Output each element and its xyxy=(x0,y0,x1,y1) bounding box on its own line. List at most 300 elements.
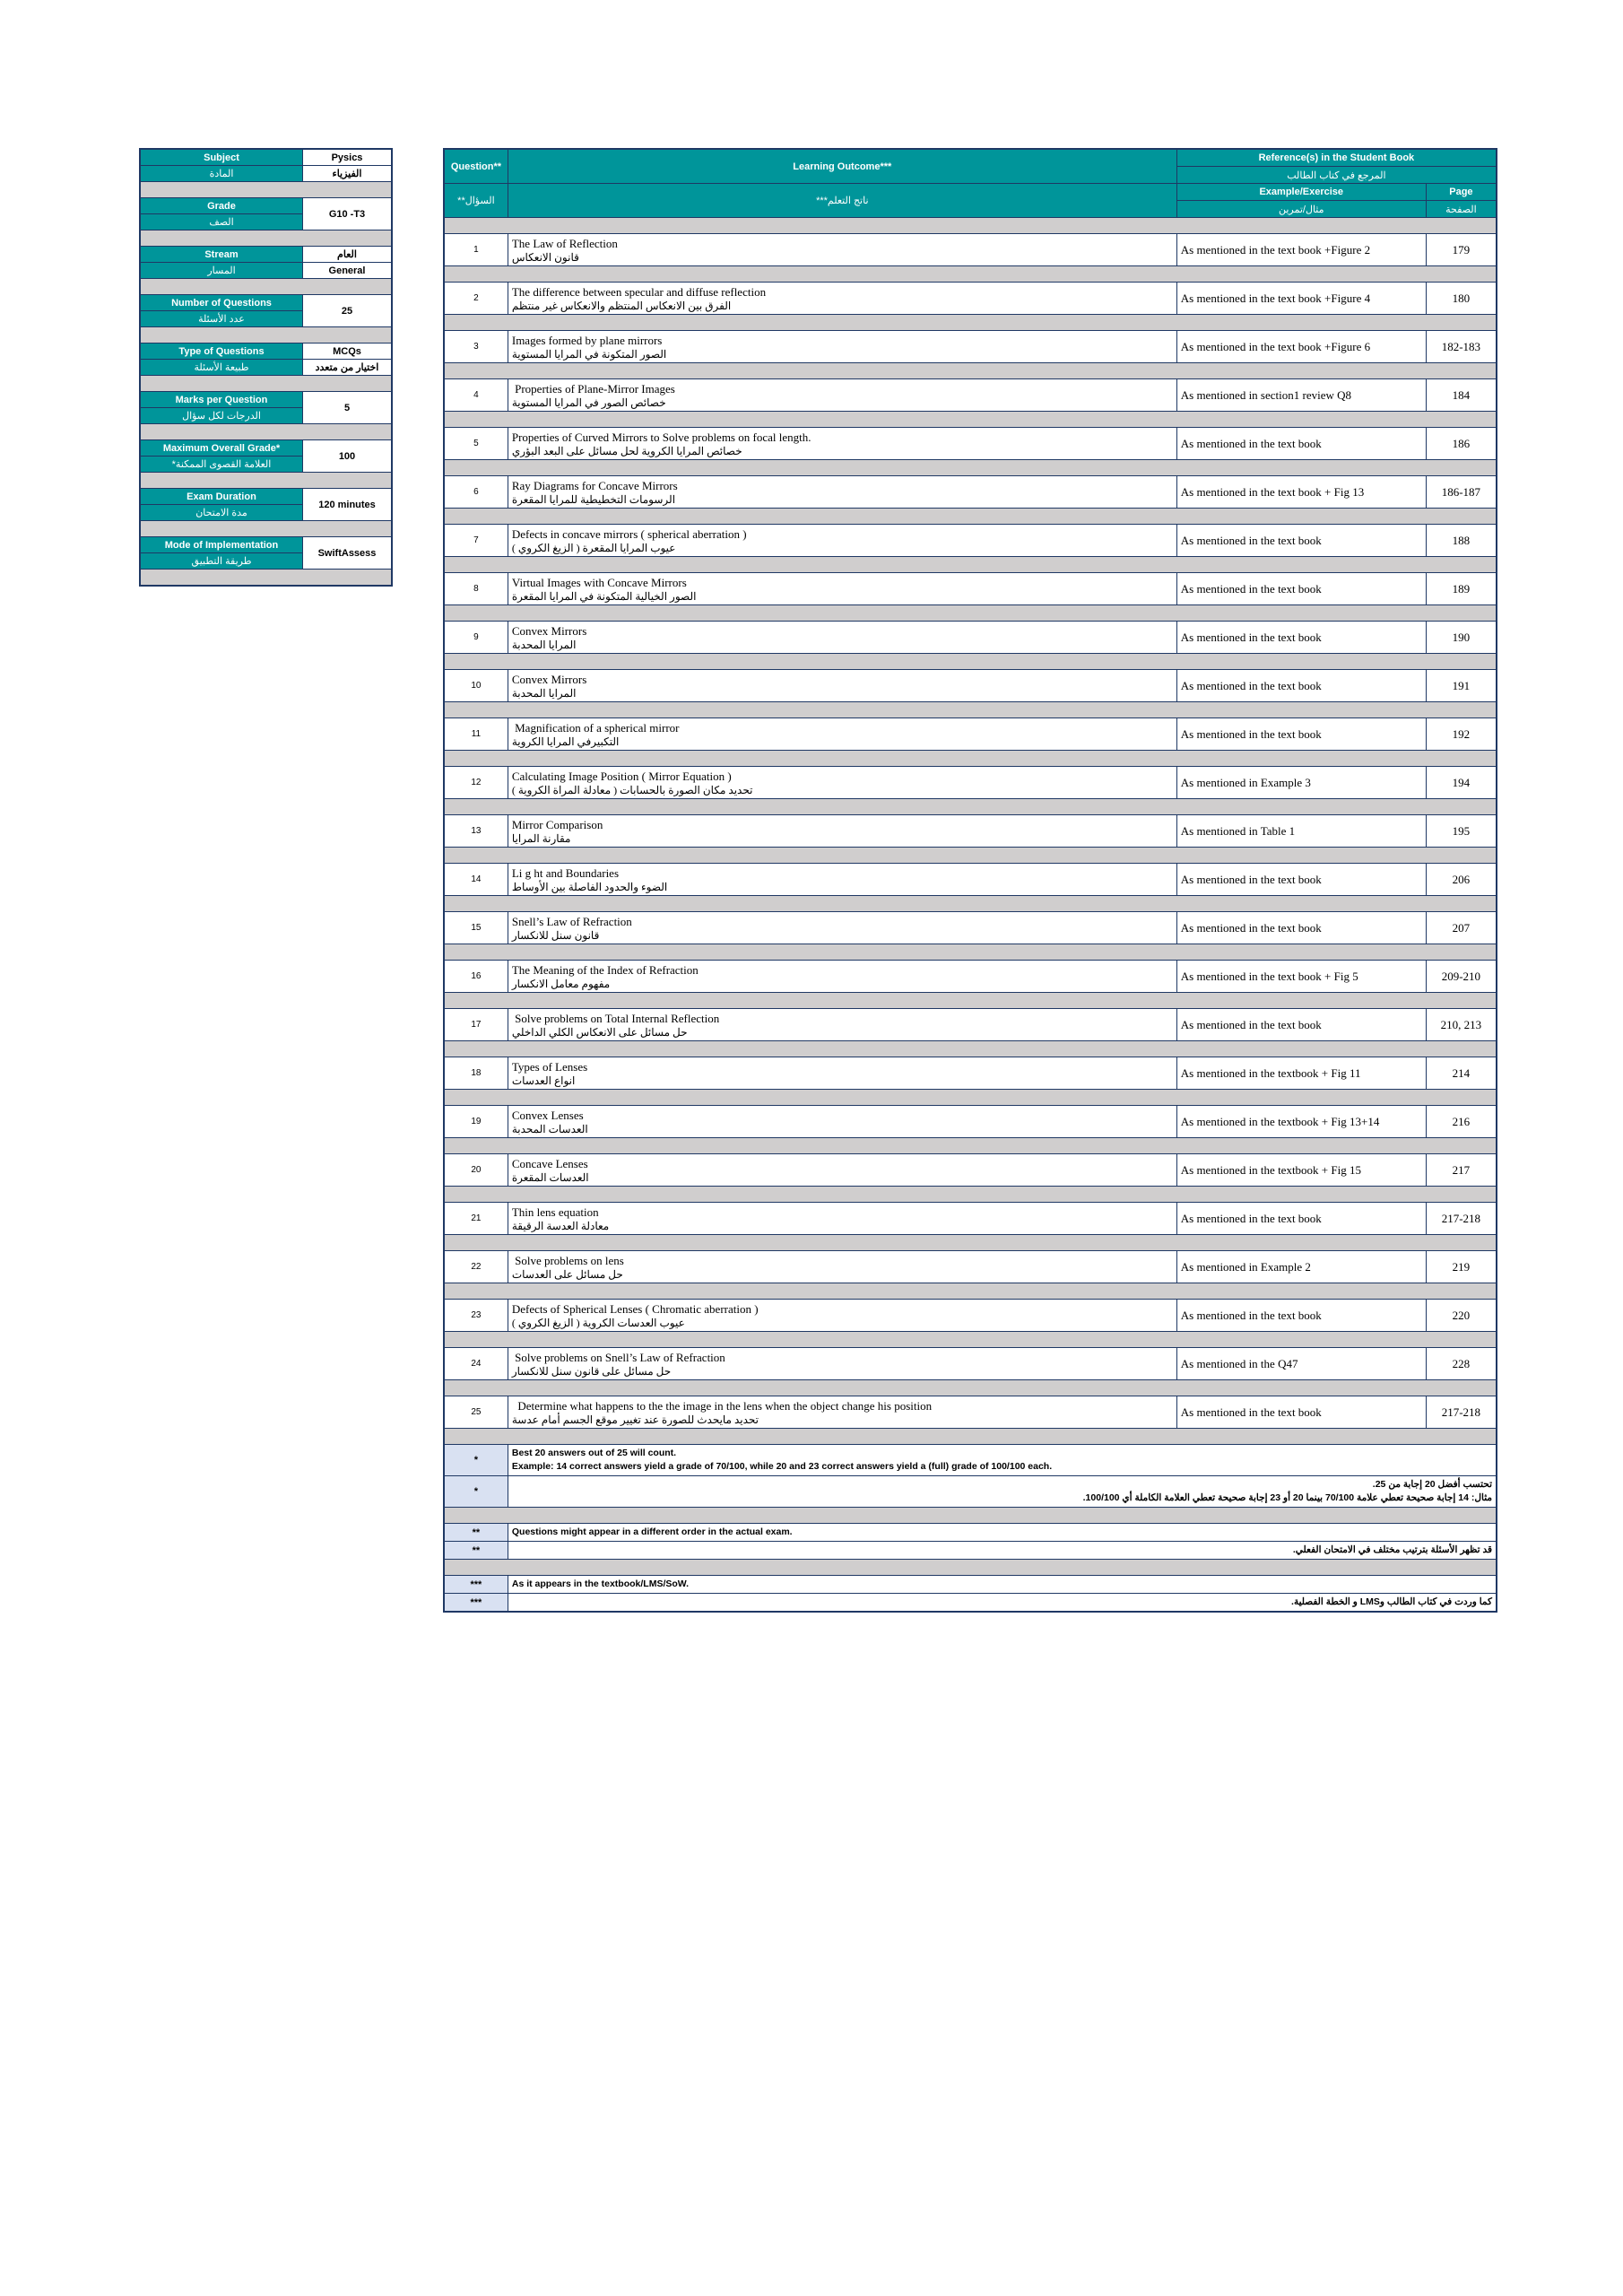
learning-outcome xyxy=(508,379,1176,412)
question-number: 9 xyxy=(444,622,508,654)
row-separator xyxy=(444,993,1497,1009)
table-header xyxy=(444,149,1497,218)
note-line: Example: 14 correct answers yield a grade of 70/100, while 20 and 23 correct answers yield a (full) grade of 100/100 each. xyxy=(511,1461,1053,1472)
table-row xyxy=(444,961,1497,993)
row-separator xyxy=(444,1138,1497,1154)
info-value: 120 minutes xyxy=(303,489,393,521)
reference-page: 182-183 xyxy=(1426,331,1497,363)
separator-cell xyxy=(444,1332,1497,1348)
question-number: 6 xyxy=(444,476,508,509)
outcome-en: Solve problems on Total Internal Reflection xyxy=(511,1011,720,1025)
outcome-en: Li g ht and Boundaries xyxy=(511,865,620,880)
table-row xyxy=(444,912,1497,944)
separator-cell xyxy=(444,266,1497,283)
spacer-cell xyxy=(140,327,392,344)
info-value-en: General xyxy=(303,263,393,279)
outcome-en: Images formed by plane mirrors xyxy=(511,333,663,347)
note-mark: ** xyxy=(444,1542,508,1560)
outcome-en: The difference between specular and diffuse reflection xyxy=(511,284,767,299)
reference-page: 186 xyxy=(1426,428,1497,460)
table-row xyxy=(444,1106,1497,1138)
outcome-en: Solve problems on Snell’s Law of Refraction xyxy=(511,1350,725,1364)
reference-example: As mentioned in the text book + Fig 5 xyxy=(1176,961,1426,993)
separator-cell xyxy=(444,1380,1497,1396)
note-line: Questions might appear in a different order in the actual exam. xyxy=(511,1526,793,1537)
reference-example: As mentioned in the text book xyxy=(1176,864,1426,896)
note-row xyxy=(444,1476,1497,1508)
row-separator xyxy=(444,460,1497,476)
outcome-ar: حل مسائل على الانعكاس الكلي الداخلي xyxy=(511,1025,688,1039)
info-spacer xyxy=(140,327,392,344)
outcome-ar: الفرق بين الانعكاس المنتظم والانعكاس غير منتظم xyxy=(511,299,732,312)
learning-outcome xyxy=(508,912,1176,944)
info-spacer xyxy=(140,230,392,247)
reference-example: As mentioned in the text book xyxy=(1176,525,1426,557)
row-separator xyxy=(444,218,1497,234)
question-number: 4 xyxy=(444,379,508,412)
outcome-ar: الضوء والحدود الفاصلة بين الأوساط xyxy=(511,880,668,893)
outcome-en: Virtual Images with Concave Mirrors xyxy=(511,575,687,589)
spacer-cell xyxy=(140,376,392,392)
question-number: 7 xyxy=(444,525,508,557)
reference-example: As mentioned in the text book xyxy=(1176,1203,1426,1235)
note-text xyxy=(508,1476,1497,1508)
learning-outcome xyxy=(508,1396,1176,1429)
info-row xyxy=(140,344,392,360)
learning-outcome xyxy=(508,1154,1176,1187)
info-row xyxy=(140,489,392,505)
reference-example: As mentioned in the text book +Figure 2 xyxy=(1176,234,1426,266)
note-row xyxy=(444,1445,1497,1476)
info-row xyxy=(140,295,392,311)
reference-page: 209-210 xyxy=(1426,961,1497,993)
header-question-ar: السؤال** xyxy=(444,184,508,218)
info-label-ar: المسار xyxy=(140,263,303,279)
table-row xyxy=(444,718,1497,751)
info-label-en: Number of Questions xyxy=(140,295,303,311)
info-label-ar: مدة الامتحان xyxy=(140,505,303,521)
table-row xyxy=(444,815,1497,848)
note-text xyxy=(508,1594,1497,1613)
reference-page: 217 xyxy=(1426,1154,1497,1187)
separator-cell xyxy=(444,1090,1497,1106)
row-separator xyxy=(444,509,1497,525)
question-number: 23 xyxy=(444,1300,508,1332)
reference-page: 220 xyxy=(1426,1300,1497,1332)
question-number: 10 xyxy=(444,670,508,702)
outcome-ar: انواع العدسات xyxy=(511,1074,576,1087)
table-row xyxy=(444,428,1497,460)
learning-outcome xyxy=(508,428,1176,460)
info-label-en: Marks per Question xyxy=(140,392,303,408)
reference-example: As mentioned in the text book +Figure 6 xyxy=(1176,331,1426,363)
table-row xyxy=(444,1396,1497,1429)
info-value: 25 xyxy=(303,295,393,327)
spacer-cell xyxy=(140,570,392,587)
learning-outcome xyxy=(508,234,1176,266)
info-row xyxy=(140,247,392,263)
separator-cell xyxy=(444,557,1497,573)
spacer-cell xyxy=(140,521,392,537)
learning-outcome xyxy=(508,1106,1176,1138)
outcome-en: Convex Mirrors xyxy=(511,672,587,686)
question-number: 14 xyxy=(444,864,508,896)
note-mark: *** xyxy=(444,1576,508,1594)
info-label-en: Grade xyxy=(140,198,303,214)
info-spacer xyxy=(140,521,392,537)
outcome-ar: الصور المتكونة في المرايا المستوية xyxy=(511,347,667,361)
reference-example: As mentioned in the text book + Fig 13 xyxy=(1176,476,1426,509)
separator-cell xyxy=(444,1429,1497,1445)
learning-outcomes-table xyxy=(443,148,1497,1613)
outcome-en: Snell’s Law of Refraction xyxy=(511,914,632,928)
reference-example: As mentioned in the text book xyxy=(1176,573,1426,605)
outcome-en: Defects of Spherical Lenses ( Chromatic aberration ) xyxy=(511,1301,759,1316)
table-row xyxy=(444,1203,1497,1235)
info-row xyxy=(140,149,392,166)
reference-example: As mentioned in the textbook + Fig 15 xyxy=(1176,1154,1426,1187)
reference-page: 214 xyxy=(1426,1057,1497,1090)
note-line: تحتسب أفضل 20 إجابة من 25. xyxy=(1372,1479,1492,1490)
reference-page: 192 xyxy=(1426,718,1497,751)
info-row xyxy=(140,360,392,376)
note-line: As it appears in the textbook/LMS/SoW. xyxy=(511,1578,690,1589)
row-separator xyxy=(444,412,1497,428)
separator-cell xyxy=(444,1235,1497,1251)
note-mark: *** xyxy=(444,1594,508,1613)
learning-outcome xyxy=(508,1009,1176,1041)
spacer-cell xyxy=(140,473,392,489)
outcome-en: Determine what happens to the the image in the lens when the object change his position xyxy=(511,1398,933,1413)
note-line: مثال: 14 إجابة صحيحة تعطي علامة 70/100 بينما 20 أو 23 إجابة صحيحة تعطي العلامة الكاملة أي 100/100. xyxy=(1082,1492,1492,1503)
question-number: 11 xyxy=(444,718,508,751)
separator-cell xyxy=(444,993,1497,1009)
reference-example: As mentioned in Table 1 xyxy=(1176,815,1426,848)
reference-page: 190 xyxy=(1426,622,1497,654)
table-row xyxy=(444,331,1497,363)
info-spacer xyxy=(140,424,392,440)
info-label-en: Mode of Implementation xyxy=(140,537,303,553)
separator-cell xyxy=(444,1283,1497,1300)
outcome-ar: المرايا المحدبة xyxy=(511,638,577,651)
question-number: 25 xyxy=(444,1396,508,1429)
question-number: 3 xyxy=(444,331,508,363)
table-row xyxy=(444,1154,1497,1187)
question-number: 17 xyxy=(444,1009,508,1041)
header-outcome-en: Learning Outcome*** xyxy=(508,149,1176,184)
row-separator xyxy=(444,1283,1497,1300)
info-row xyxy=(140,198,392,214)
info-label-ar: الدرجات لكل سؤال xyxy=(140,408,303,424)
reference-page: 180 xyxy=(1426,283,1497,315)
outcome-en: Types of Lenses xyxy=(511,1059,588,1074)
learning-outcome xyxy=(508,476,1176,509)
learning-outcome xyxy=(508,961,1176,993)
row-separator xyxy=(444,1332,1497,1348)
outcome-ar: العدسات المقعرة xyxy=(511,1170,589,1184)
reference-page: 179 xyxy=(1426,234,1497,266)
learning-outcome xyxy=(508,864,1176,896)
outcome-ar: تحديد مايحدث للصورة عند تغيير موقع الجسم أمام عدسة xyxy=(511,1413,759,1426)
learning-outcome xyxy=(508,1348,1176,1380)
question-number: 22 xyxy=(444,1251,508,1283)
separator-cell xyxy=(444,896,1497,912)
table-row xyxy=(444,1009,1497,1041)
row-separator xyxy=(444,315,1497,331)
question-number: 24 xyxy=(444,1348,508,1380)
reference-example: As mentioned in the text book xyxy=(1176,622,1426,654)
learning-outcome xyxy=(508,1057,1176,1090)
outcome-en: Mirror Comparison xyxy=(511,817,603,831)
outcome-en: Concave Lenses xyxy=(511,1156,588,1170)
outcome-ar: الرسومات التخطيطية للمرايا المقعرة xyxy=(511,492,676,506)
reference-page: 219 xyxy=(1426,1251,1497,1283)
note-line: Best 20 answers out of 25 will count. xyxy=(511,1448,677,1458)
row-separator xyxy=(444,1380,1497,1396)
info-label-ar: العلامة القصوى الممكنة* xyxy=(140,457,303,473)
info-value-ar: اختيار من متعدد xyxy=(303,360,393,376)
reference-example: As mentioned in the text book xyxy=(1176,670,1426,702)
header-outcome-ar: ناتج التعلم*** xyxy=(508,184,1176,218)
reference-example: As mentioned in the text book xyxy=(1176,428,1426,460)
learning-outcome xyxy=(508,670,1176,702)
reference-example: As mentioned in the textbook + Fig 13+14 xyxy=(1176,1106,1426,1138)
separator-cell xyxy=(444,848,1497,864)
outcome-ar: مفهوم معامل الانكسار xyxy=(511,977,611,990)
spacer-cell xyxy=(140,424,392,440)
learning-outcome xyxy=(508,767,1176,799)
row-separator xyxy=(444,654,1497,670)
separator-cell xyxy=(444,1508,1497,1524)
info-label-en: Subject xyxy=(140,149,303,166)
info-row xyxy=(140,537,392,553)
separator-cell xyxy=(444,654,1497,670)
separator-cell xyxy=(444,702,1497,718)
table-row xyxy=(444,283,1497,315)
table-row xyxy=(444,767,1497,799)
outcome-en: Defects in concave mirrors ( spherical aberration ) xyxy=(511,526,747,541)
question-number: 2 xyxy=(444,283,508,315)
reference-page: 186-187 xyxy=(1426,476,1497,509)
exam-info-body xyxy=(140,149,392,586)
reference-example: As mentioned in the text book xyxy=(1176,1396,1426,1429)
reference-example: As mentioned in the text book xyxy=(1176,912,1426,944)
note-line: كما وردت في كتاب الطالب وLMS و الخطة الفصلية. xyxy=(1291,1596,1492,1607)
header-example-ar: مثال/تمرين xyxy=(1176,201,1426,218)
info-spacer xyxy=(140,376,392,392)
row-separator xyxy=(444,1090,1497,1106)
separator-cell xyxy=(444,509,1497,525)
info-row xyxy=(140,263,392,279)
table-row xyxy=(444,379,1497,412)
row-separator xyxy=(444,944,1497,961)
reference-example: As mentioned in Example 3 xyxy=(1176,767,1426,799)
note-text xyxy=(508,1542,1497,1560)
learning-outcome xyxy=(508,622,1176,654)
note-mark: * xyxy=(444,1476,508,1508)
reference-page: 206 xyxy=(1426,864,1497,896)
table-row xyxy=(444,573,1497,605)
question-number: 18 xyxy=(444,1057,508,1090)
note-text xyxy=(508,1445,1497,1476)
note-mark: * xyxy=(444,1445,508,1476)
info-value: SwiftAssess xyxy=(303,537,393,570)
separator-cell xyxy=(444,751,1497,767)
separator-cell xyxy=(444,460,1497,476)
learning-outcome xyxy=(508,331,1176,363)
info-value-ar: العام xyxy=(303,247,393,263)
note-row xyxy=(444,1594,1497,1613)
table-row xyxy=(444,1300,1497,1332)
row-separator xyxy=(444,605,1497,622)
row-separator xyxy=(444,1235,1497,1251)
outcome-en: Convex Mirrors xyxy=(511,623,587,638)
table-row xyxy=(444,234,1497,266)
notes-body xyxy=(444,1445,1497,1613)
question-number: 15 xyxy=(444,912,508,944)
reference-page: 210, 213 xyxy=(1426,1009,1497,1041)
reference-page: 216 xyxy=(1426,1106,1497,1138)
info-spacer xyxy=(140,473,392,489)
table-row xyxy=(444,1251,1497,1283)
reference-page: 189 xyxy=(1426,573,1497,605)
outcome-ar: عيوب المرايا المقعرة ( الزيغ الكروي ) xyxy=(511,541,676,554)
header-question-en: Question** xyxy=(444,149,508,184)
note-text xyxy=(508,1524,1497,1542)
question-number: 5 xyxy=(444,428,508,460)
info-value: 100 xyxy=(303,440,393,473)
info-spacer xyxy=(140,570,392,587)
info-label-ar: المادة xyxy=(140,166,303,182)
separator-cell xyxy=(444,944,1497,961)
row-separator xyxy=(444,557,1497,573)
table-row xyxy=(444,1348,1497,1380)
question-number: 21 xyxy=(444,1203,508,1235)
learning-outcome xyxy=(508,573,1176,605)
row-separator xyxy=(444,799,1497,815)
row-separator xyxy=(444,1429,1497,1445)
separator-cell xyxy=(444,412,1497,428)
separator-cell xyxy=(444,218,1497,234)
table-row xyxy=(444,1057,1497,1090)
separator-cell xyxy=(444,363,1497,379)
note-row xyxy=(444,1576,1497,1594)
row-separator xyxy=(444,266,1497,283)
outcome-en: Convex Lenses xyxy=(511,1108,584,1122)
outcome-ar: خصائص المرايا الكروية لحل مسائل على البعد البؤري xyxy=(511,444,742,457)
reference-page: 195 xyxy=(1426,815,1497,848)
outcome-ar: المرايا المحدبة xyxy=(511,686,577,700)
learning-outcome xyxy=(508,1300,1176,1332)
info-value-en: MCQs xyxy=(303,344,393,360)
table-row xyxy=(444,670,1497,702)
reference-example: As mentioned in the text book xyxy=(1176,1300,1426,1332)
info-spacer xyxy=(140,182,392,198)
outcome-en: Properties of Plane-Mirror Images xyxy=(511,381,675,396)
separator-cell xyxy=(444,1187,1497,1203)
outcome-en: Magnification of a spherical mirror xyxy=(511,720,680,735)
info-row xyxy=(140,392,392,408)
reference-example: As mentioned in section1 review Q8 xyxy=(1176,379,1426,412)
separator-cell xyxy=(444,799,1497,815)
outcome-en: The Meaning of the Index of Refraction xyxy=(511,962,699,977)
outcome-ar: الصور الخيالية المتكونة في المرايا المقعرة xyxy=(511,589,697,603)
outcome-ar: تحديد مكان الصورة بالحسابات ( معادلة المراة الكروية ) xyxy=(511,783,753,796)
note-mark: ** xyxy=(444,1524,508,1542)
info-value-ar: الفيزياء xyxy=(303,166,393,182)
note-line: قد تظهر الأسئلة بترتيب مختلف في الامتحان الفعلي. xyxy=(1292,1544,1492,1555)
reference-example: As mentioned in the text book xyxy=(1176,1009,1426,1041)
learning-outcome xyxy=(508,815,1176,848)
separator-cell xyxy=(444,1041,1497,1057)
learning-outcome xyxy=(508,1251,1176,1283)
separator-cell xyxy=(444,1560,1497,1576)
question-number: 13 xyxy=(444,815,508,848)
question-number: 1 xyxy=(444,234,508,266)
outcome-ar: عيوب العدسات الكروية ( الزيغ الكروي ) xyxy=(511,1316,685,1329)
outcome-ar: قانون سنل للانكسار xyxy=(511,928,600,942)
header-reference-ar: المرجع في كتاب الطالب xyxy=(1176,167,1497,184)
outcomes-body xyxy=(444,218,1497,1445)
info-label-ar: الصف xyxy=(140,214,303,230)
separator-cell xyxy=(444,315,1497,331)
reference-page: 217-218 xyxy=(1426,1396,1497,1429)
question-number: 16 xyxy=(444,961,508,993)
question-number: 19 xyxy=(444,1106,508,1138)
info-row xyxy=(140,166,392,182)
spacer-cell xyxy=(140,182,392,198)
row-separator xyxy=(444,1187,1497,1203)
outcome-en: Solve problems on lens xyxy=(511,1253,624,1267)
reference-page: 191 xyxy=(1426,670,1497,702)
note-row xyxy=(444,1524,1497,1542)
row-separator xyxy=(444,848,1497,864)
outcome-ar: قانون الانعكاس xyxy=(511,250,579,264)
info-spacer xyxy=(140,279,392,295)
exam-info-panel xyxy=(139,148,393,587)
question-number: 12 xyxy=(444,767,508,799)
outcome-ar: مقارنة المرايا xyxy=(511,831,571,845)
reference-example: As mentioned in the Q47 xyxy=(1176,1348,1426,1380)
header-page-en: Page xyxy=(1426,184,1497,201)
spacer-cell xyxy=(140,230,392,247)
info-value-en: Pysics xyxy=(303,149,393,166)
separator-cell xyxy=(444,1138,1497,1154)
outcome-ar: معادلة العدسة الرقيقة xyxy=(511,1219,610,1232)
header-reference-en: Reference(s) in the Student Book xyxy=(1176,149,1497,167)
info-value: 5 xyxy=(303,392,393,424)
reference-page: 228 xyxy=(1426,1348,1497,1380)
outcome-ar: حل مسائل على العدسات xyxy=(511,1267,623,1281)
reference-example: As mentioned in the text book +Figure 4 xyxy=(1176,283,1426,315)
reference-example: As mentioned in Example 2 xyxy=(1176,1251,1426,1283)
info-row xyxy=(140,440,392,457)
outcome-en: Calculating Image Position ( Mirror Equation ) xyxy=(511,769,732,783)
table-row xyxy=(444,476,1497,509)
reference-example: As mentioned in the text book xyxy=(1176,718,1426,751)
table-row xyxy=(444,864,1497,896)
outcome-ar: التكبيرفي المرايا الكروية xyxy=(511,735,620,748)
row-separator xyxy=(444,702,1497,718)
header-example-en: Example/Exercise xyxy=(1176,184,1426,201)
spacer-cell xyxy=(140,279,392,295)
note-row xyxy=(444,1542,1497,1560)
learning-outcome xyxy=(508,283,1176,315)
info-label-ar: طريقة التطبيق xyxy=(140,553,303,570)
question-number: 20 xyxy=(444,1154,508,1187)
learning-outcome xyxy=(508,525,1176,557)
outcome-en: Properties of Curved Mirrors to Solve problems on focal length. xyxy=(511,430,812,444)
